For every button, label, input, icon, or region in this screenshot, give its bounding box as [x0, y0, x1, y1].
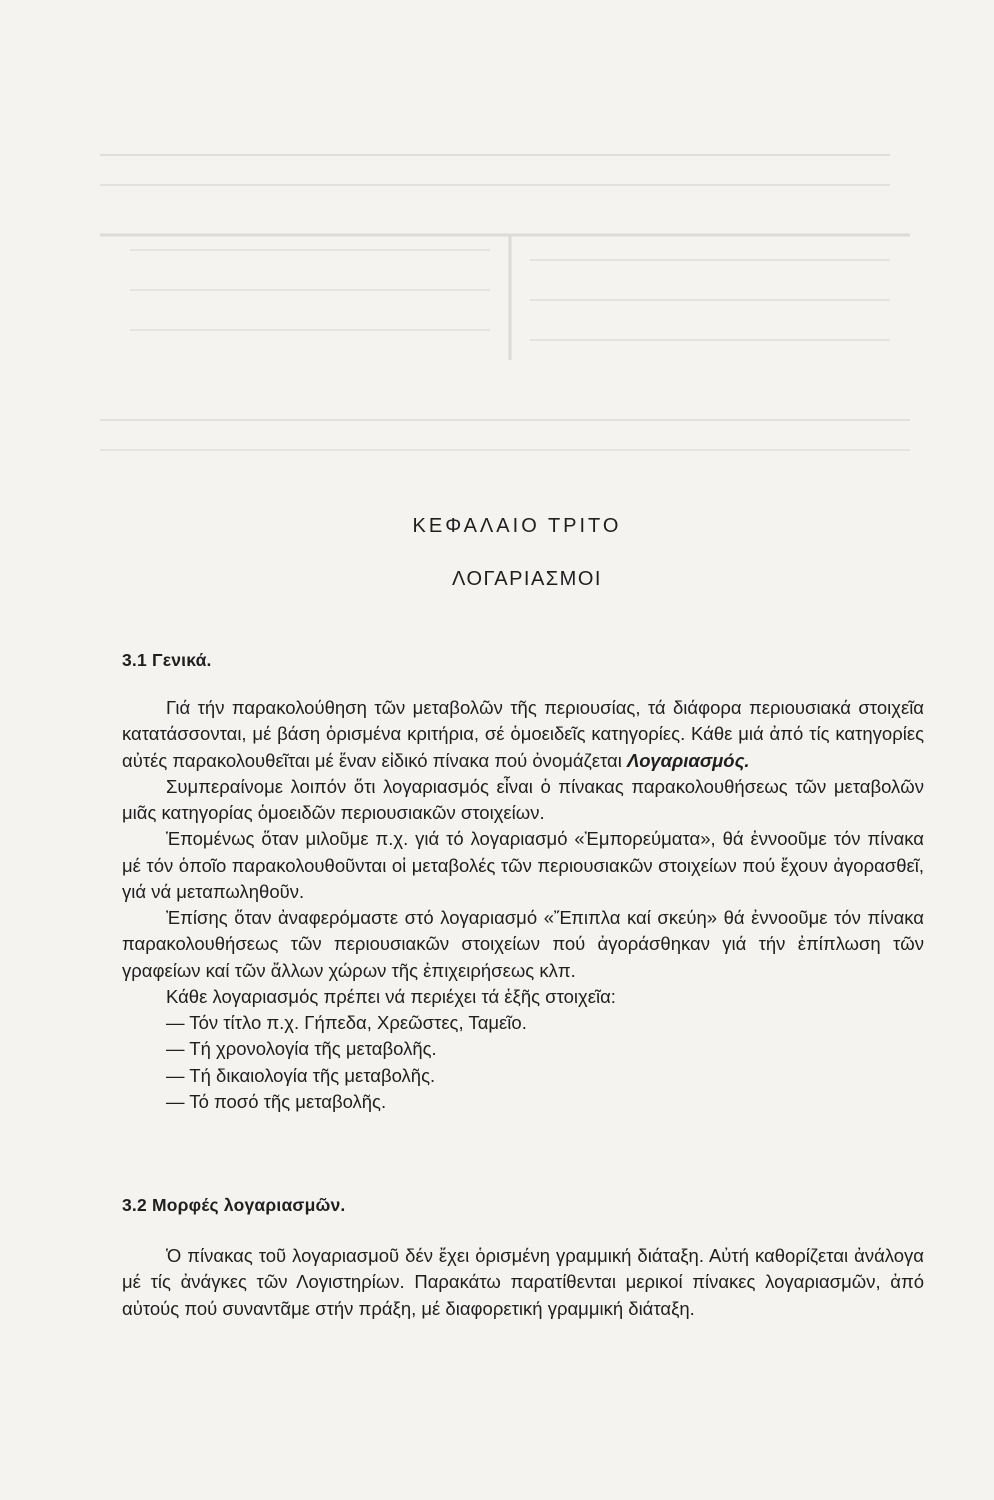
list-item: — Τή χρονολογία τῆς μεταβολῆς. [166, 1038, 437, 1060]
section-body-3-1 [122, 695, 924, 1115]
chapter-label: ΚΕΦΑΛΑΙΟ ΤΡΙΤΟ [412, 515, 622, 537]
chapter-title: ΛΟΓΑΡΙΑΣΜΟΙ [452, 568, 602, 590]
list-item: — Τό ποσό τῆς μεταβολῆς. [166, 1090, 387, 1112]
section-heading-3-2: 3.2 Μορφές λογαριασμῶν. [122, 1195, 346, 1215]
paragraph-1-text: Γιά τήν παρακολούθηση τῶν μεταβολῶν τῆς περιουσίας, τά διάφορα περιουσιακά στοιχεῖα κατατάσσονται, μέ βάση ὁρισμένα κριτήρια, σέ ὁμοειδεῖς κατηγορίες. Κάθε μιά ἀπό τίς κατηγορίες αὐτές παρακολουθεῖται μέ ἕναν εἰδικό πίνακα πού ὀνομάζεται [122, 697, 924, 771]
paragraph-1 [122, 695, 924, 774]
section-heading-3-1: 3.1 Γενικά. [122, 650, 212, 670]
section-body-3-2 [122, 1243, 924, 1322]
chapter-title-block [0, 568, 994, 591]
paragraph-5: Κάθε λογαριασμός πρέπει νά περιέχει τά ἑξῆς στοιχεῖα: [166, 985, 616, 1007]
paragraph-1-term: Λογαριασμός. [626, 749, 750, 771]
paragraph-4: Ἐπίσης ὅταν ἀναφερόμαστε στό λογαριασμό «Ἔπιπλα καί σκεύη» θά ἐννοοῦμε τόν πίνακα παρακολουθήσεως τῶν περιουσιακῶν στοιχείων πού ἀγοράσθηκαν γιά τήν ἐπίπλωση τῶν γραφείων καί τῶν ἄλλων χώρων τῆς ἐπιχειρήσεως κλπ. [122, 907, 924, 981]
chapter-label-block [0, 515, 994, 538]
paragraph-6: Ὁ πίνακας τοῦ λογαριασμοῦ δέν ἔχει ὁρισμένη γραμμική διάταξη. Αὐτή καθορίζεται ἀνάλογα μέ τίς ἀνάγκες τῶν Λογιστηρίων. Παρακάτω παρατίθενται μερικοί πίνακες λογαριασμῶν, ἀπό αὐτούς πού συναντᾶμε στήν πράξη, μέ διαφορετική γραμμική διάταξη. [122, 1245, 924, 1319]
paragraph-3: Ἑπομένως ὅταν μιλοῦμε π.χ. γιά τό λογαριασμό «Ἐμπορεύματα», θά ἐννοοῦμε τόν πίνακα μέ τόν ὁποῖο παρακολουθοῦνται οἱ μεταβολές τῶν περιουσιακῶν στοιχείων πού ἔχουν ἀγορασθεῖ, γιά νά μεταπωληθοῦν. [122, 828, 924, 902]
required-elements-list [122, 1010, 924, 1115]
paragraph-2: Συμπεραίνομε λοιπόν ὅτι λογαριασμός εἶναι ὁ πίνακας παρακολουθήσεως τῶν μεταβολῶν μιᾶς κατηγορίας ὁμοειδῶν περιουσιακῶν στοιχείων. [122, 775, 924, 824]
list-item: — Τόν τίτλο π.χ. Γήπεδα, Χρεῶστες, Ταμεῖο. [166, 1012, 527, 1034]
list-item: — Τή δικαιολογία τῆς μεταβολῆς. [166, 1064, 436, 1086]
show-through-ghost-table [100, 140, 910, 460]
